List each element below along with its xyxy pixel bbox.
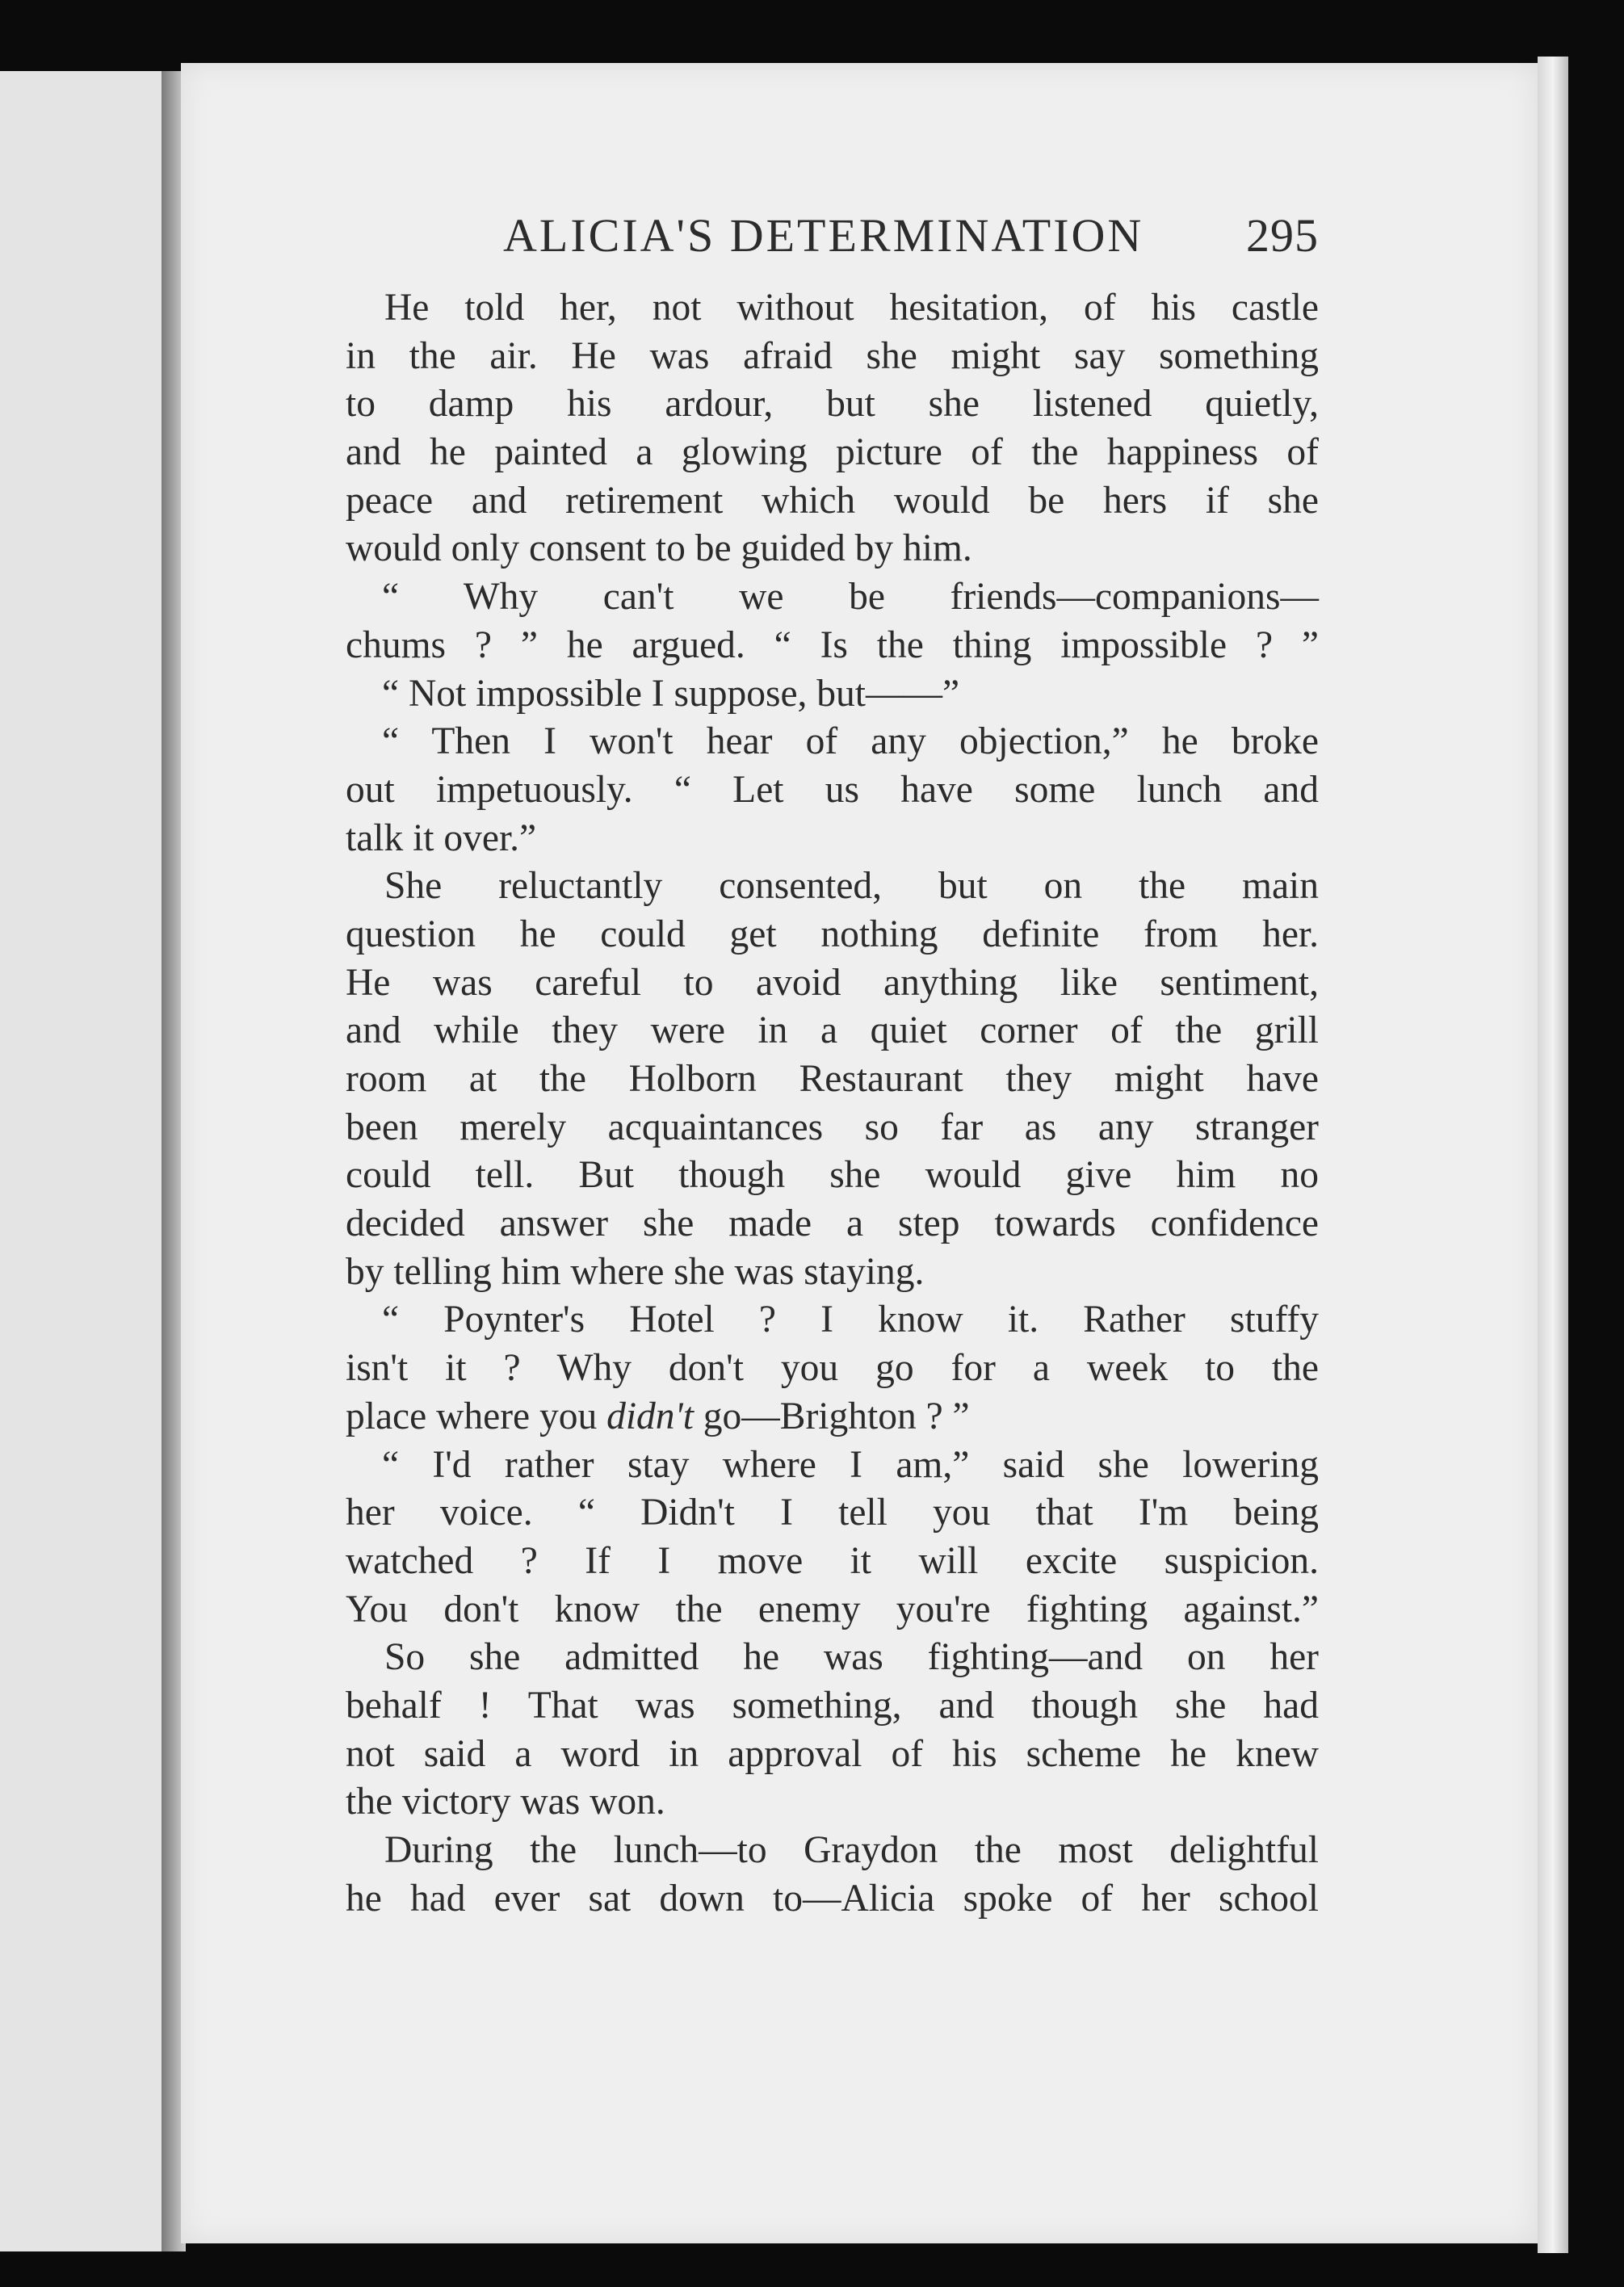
text-line: in the air. He was afraid she might say something	[346, 334, 1319, 377]
text-line: watched ? If I move it will excite suspicion.	[346, 1539, 1319, 1582]
text-line: would only consent to be guided by him.	[346, 527, 972, 570]
facing-page-edge	[0, 71, 166, 2251]
text-line: He was careful to avoid anything like sentiment,	[346, 961, 1319, 1004]
italic-emphasis: didn't	[606, 1395, 694, 1437]
text-line: room at the Holborn Restaurant they might have	[346, 1058, 1319, 1100]
text-line: decided answer she made a step towards confidence	[346, 1202, 1319, 1245]
body-text	[346, 284, 1319, 1923]
text-line: “ Why can't we be friends—companions—	[382, 576, 1319, 619]
text-line: question he could get nothing definite from her.	[346, 913, 1319, 955]
text-line: “ I'd rather stay where I am,” said she lowering	[382, 1443, 1319, 1486]
text-line: During the lunch—to Graydon the most delightful	[384, 1829, 1319, 1871]
text-line: been merely acquaintances so far as any stranger	[346, 1106, 1319, 1148]
text-fragment: go—Brighton ? ”	[703, 1395, 970, 1437]
text-line: She reluctantly consented, but on the main	[384, 865, 1319, 908]
text-line-with-emphasis	[346, 1393, 1319, 1441]
text-line: You don't know the enemy you're fighting against.”	[346, 1588, 1319, 1630]
text-line: He told her, not without hesitation, of his castle	[384, 287, 1319, 329]
text-line: and he painted a glowing picture of the happiness of	[346, 431, 1319, 474]
text-line: out impetuously. “ Let us have some lunch and	[346, 768, 1319, 811]
text-line: by telling him where she was staying.	[346, 1250, 925, 1293]
text-line: he had ever sat down to—Alicia spoke of her school	[346, 1877, 1319, 1920]
page-number: 295	[1246, 209, 1319, 262]
text-line: chums ? ” he argued. “ Is the thing impossible ? ”	[346, 623, 1319, 666]
text-line: talk it over.”	[346, 816, 537, 859]
text-fragment: place where you	[346, 1395, 598, 1437]
running-head: ALICIA'S DETERMINATION	[503, 209, 1144, 262]
text-line: “ Not impossible I suppose, but——”	[382, 672, 960, 715]
text-line: and while they were in a quiet corner of the grill	[346, 1009, 1319, 1052]
text-line: to damp his ardour, but she listened quietly,	[346, 383, 1319, 426]
page-stack-edge	[1538, 57, 1568, 2253]
text-line: peace and retirement which would be hers if she	[346, 479, 1319, 522]
text-line: So she admitted he was fighting—and on her	[384, 1636, 1319, 1679]
text-line: “ Then I won't hear of any objection,” he broke	[382, 720, 1319, 763]
text-line: could tell. But though she would give him no	[346, 1154, 1319, 1197]
text-line: her voice. “ Didn't I tell you that I'm being	[346, 1492, 1319, 1534]
text-line: isn't it ? Why don't you go for a week to the	[346, 1347, 1319, 1390]
text-line: behalf ! That was something, and though she had	[346, 1684, 1319, 1727]
text-line: “ Poynter's Hotel ? I know it. Rather stuffy	[382, 1299, 1319, 1341]
page-header	[321, 208, 1319, 273]
text-line: not said a word in approval of his scheme he knew	[346, 1732, 1319, 1775]
text-line: the victory was won.	[346, 1781, 665, 1823]
